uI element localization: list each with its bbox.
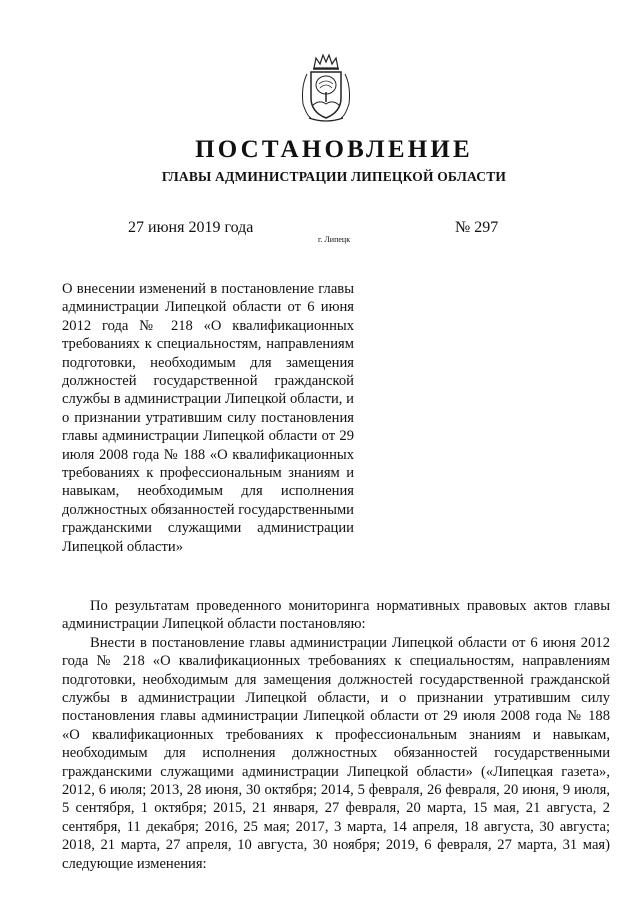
document-city: г. Липецк bbox=[318, 235, 351, 244]
body-paragraph: По результатам проведенного мониторинга нормативных правовых актов главы администрации Липецкой области постановляю: bbox=[62, 598, 610, 633]
document-title: ПОСТАНОВЛЕНИЕ bbox=[195, 136, 473, 163]
document-number: № 297 bbox=[455, 219, 499, 236]
lipetsk-coat-of-arms-icon bbox=[297, 52, 355, 126]
document-subtitle: ГЛАВЫ АДМИНИСТРАЦИИ ЛИПЕЦКОЙ ОБЛАСТИ bbox=[161, 169, 507, 184]
document-date: 27 июня 2019 года bbox=[128, 219, 254, 236]
document-body bbox=[62, 597, 610, 873]
document-subject: О внесении изменений в постановление главы администрации Липецкой области от 6 июня 2012 года № 218 «О квалификационных требованиях к специальностям, направлениям подготовки, необходимым для замещения должностей государственной гражданской службы в администрации Липецкой области, и о признании утратившим силу постановления главы администрации Липецкой области от 29 июля 2008 года № 188 «О квалификационных требованиях к профессиональным знаниям и навыкам, необходимым для исполнения должностных обязанностей государственными гражданскими служащими администрации Липецкой области» bbox=[62, 281, 354, 555]
body-paragraph: Внести в постановление главы администрации Липецкой области от 6 июня 2012 года № 218 «О квалификационных требованиях к специальностям, направлениям подготовки, необходимым для замещения должностей государственной гражданской службы в администрации Липецкой области, и о признании утратившим силу постановления главы администрации Липецкой области от 29 июля 2008 года № 188 «О квалификационных требованиях к профессиональным знаниям и навыкам, необходимым для исполнения должностных обязанностей государственными гражданскими служащими администрации Липецкой области» («Липецкая газета», 2012, 6 июля; 2013, 28 июня, 30 октября; 2014, 5 февраля, 26 февраля, 20 июня, 9 июля, 5 сентября, 1 октября; 2015, 21 января, 27 февраля, 20 марта, 15 мая, 21 августа, 2 сентября, 11 декабря; 2016, 25 мая; 2017, 3 марта, 14 апреля, 18 августа, 30 августа; 2018, 21 марта, 27 апреля, 10 августа, 30 ноября; 2019, 6 февраля, 27 марта, 31 мая) следующие изменения: bbox=[62, 634, 610, 872]
